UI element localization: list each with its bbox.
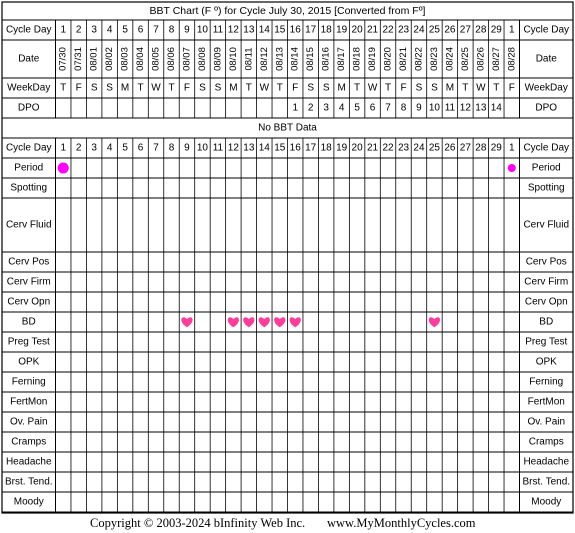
header-cycle-day-cell: 16 [289,24,301,36]
cycle-day-cell: 28 [475,142,487,154]
header-date-cell: 08/26 [475,47,487,71]
header-dpo-cell: 2 [307,102,314,114]
cycle-day-cell: 2 [75,142,82,154]
header-date-cell: 08/25 [459,47,471,71]
cycle-day-cell: 6 [137,142,144,154]
cycle-day-cell: 22 [382,142,394,154]
header-cycle-day-cell: 13 [243,24,255,36]
header-dpo-cell: 1 [292,102,299,114]
cycle-day-cell: 3 [91,142,97,154]
header-cycle-day-cell: 21 [367,24,379,36]
cycle-day-cell: 8 [168,142,175,154]
row-label-cerv-firm-right: Cerv Firm [524,276,569,288]
header-date-cell: 08/05 [150,47,162,71]
header-date-cell: 08/02 [104,47,116,71]
header-date-cell: 08/08 [196,47,208,71]
header-date-label-left: Date [18,53,40,65]
header-date-cell: 08/16 [320,47,332,71]
header-cycle-day-cell: 4 [106,24,113,36]
row-label-cerv-fluid-left: Cerv Fluid [5,219,52,231]
header-date-cell: 08/24 [444,47,456,71]
header-cycle-day-cell: 24 [413,24,425,36]
cycle-day-cell: 13 [243,142,255,154]
header-cycle-day-cell: 25 [428,24,440,36]
cycle-day-cell: 11 [212,142,224,154]
header-date-cell: 08/12 [258,47,270,71]
row-label-cramps-left: Cramps [11,436,47,448]
header-dpo-cell: 8 [400,102,407,114]
header-date-cell: 08/23 [428,47,440,71]
cycle-day-cell: 27 [459,142,471,154]
header-weekday-cell: S [307,82,315,94]
header-weekday-cell: S [106,82,113,94]
header-weekday-cell: W [476,82,486,94]
row-label-ferning-left: Ferning [11,376,46,388]
row-label-preg-test-left: Preg Test [7,336,50,348]
row-label-cerv-firm-left: Cerv Firm [6,276,51,288]
cycle-day-cell: 1 [60,142,67,154]
header-weekday-cell: S [214,82,222,94]
cycle-day-cell: 7 [153,142,159,154]
header-weekday-cell: S [90,82,98,94]
header-date-cell: 07/31 [73,47,85,71]
cycle-day-cell: 17 [305,142,317,154]
header-weekday-cell: F [400,82,407,94]
row-label-opk-right: OPK [535,356,557,368]
cycle-day-cell: 25 [428,142,440,154]
header-date-cell: 08/17 [336,47,348,71]
header-dpo-label-right: DPO [535,102,558,114]
header-cycle-day-label-right: Cycle Day [523,24,570,36]
header-date-cell: 08/14 [289,47,301,71]
cycle-day-cell: 26 [444,142,456,154]
header-weekday-cell: F [183,82,191,94]
header-cycle-day-cell: 1 [60,24,67,36]
header-dpo-cell: 6 [369,102,376,114]
row-label-headache-right: Headache [523,456,570,468]
period-dot [58,163,69,174]
cycle-day-cell: 4 [106,142,113,154]
header-cycle-day-cell: 19 [336,24,348,36]
row-label-bd-right: BD [539,316,554,328]
header-weekday-cell: F [508,82,515,94]
row-label-moody-right: Moody [531,496,562,508]
cycle-day-cell: 12 [227,142,239,154]
header-date-cell: 08/27 [490,47,502,71]
header-cycle-day-cell: 27 [459,24,471,36]
row-label-cerv-pos-left: Cerv Pos [8,256,50,268]
header-date-cell: 08/22 [413,47,425,71]
row-label-spotting-left: Spotting [10,182,48,194]
cycle-day-cell: 1 [508,142,515,154]
footer-site[interactable]: www.MyMonthlyCycles.com [327,516,476,530]
row-label-spotting-right: Spotting [527,182,565,194]
row-label-cramps-right: Cramps [528,436,564,448]
header-cycle-day-label-left: Cycle Day [5,24,52,36]
row-label-fertmon-left: FertMon [10,396,48,408]
header-weekday-cell: M [337,82,346,94]
header-weekday-cell: T [493,82,500,94]
header-dpo-cell: 9 [416,102,422,114]
header-date-label-right: Date [535,53,557,65]
footer-copyright: Copyright © 2003-2024 bInfinity Web Inc. [90,516,306,530]
header-cycle-day-cell: 5 [122,24,128,36]
header-weekday-cell: T [245,82,252,94]
header-weekday-cell: T [137,82,144,94]
header-date-cell: 08/04 [135,47,147,71]
row-label-bd-left: BD [21,316,36,328]
header-cycle-day-cell: 6 [137,24,144,36]
header-dpo-cell: 5 [354,102,360,114]
row-label-cycle-day-right: Cycle Day [523,142,570,154]
header-cycle-day-cell: 1 [508,24,515,36]
row-label-period-right: Period [531,162,561,174]
header-cycle-day-cell: 18 [320,24,332,36]
header-weekday-cell: S [322,82,330,94]
header-date-cell: 08/15 [305,47,317,71]
chart-title: BBT Chart (F º) for Cycle July 30, 2015 [Converted from Fº] [149,5,426,17]
cycle-day-cell: 29 [490,142,502,154]
header-date-cell: 08/07 [181,47,193,71]
header-cycle-day-cell: 28 [475,24,487,36]
header-cycle-day-cell: 20 [351,24,363,36]
row-label-ov-pain-left: Ov. Pain [9,416,48,428]
header-dpo-cell: 14 [490,102,502,114]
header-weekday-cell: T [354,82,361,94]
header-cycle-day-cell: 2 [75,24,82,36]
header-cycle-day-cell: 15 [274,24,286,36]
cycle-day-cell: 9 [184,142,190,154]
cycle-day-cell: 19 [336,142,348,154]
cycle-day-cell: 16 [289,142,301,154]
header-date-cell: 08/06 [166,47,177,71]
header-cycle-day-cell: 9 [184,24,190,36]
header-cycle-day-cell: 8 [168,24,175,36]
row-label-moody-left: Moody [13,496,44,508]
header-date-cell: 08/18 [351,47,363,71]
header-weekday-cell: T [462,82,469,94]
row-label-preg-test-right: Preg Test [525,336,568,348]
header-weekday-label-right: WeekDay [524,82,568,94]
cycle-day-cell: 14 [258,142,270,154]
header-weekday-cell: W [151,82,161,94]
header-dpo-label-left: DPO [17,102,40,114]
header-weekday-cell: F [292,82,299,94]
cycle-day-cell: 24 [413,142,425,154]
row-label-headache-left: Headache [5,456,52,468]
header-dpo-cell: 7 [385,102,391,114]
header-weekday-cell: M [229,82,238,94]
row-label-cerv-opn-right: Cerv Opn [524,296,568,308]
footer [0,514,575,533]
header-date-cell: 08/28 [506,47,518,71]
row-label-ov-pain-right: Ov. Pain [527,416,566,428]
row-label-brst-tend-left: Brst. Tend. [4,476,53,488]
row-label-cycle-day-left: Cycle Day [5,142,52,154]
header-cycle-day-cell: 3 [91,24,97,36]
header-weekday-cell: F [75,82,82,94]
header-date-cell: 08/01 [88,47,100,71]
header-weekday-cell: S [431,82,438,94]
row-label-cerv-fluid-right: Cerv Fluid [523,219,570,231]
header-cycle-day-cell: 23 [397,24,410,36]
header-weekday-cell: S [199,82,206,94]
header-date-cell: 07/30 [57,47,69,71]
cycle-day-cell: 15 [274,142,286,154]
header-weekday-cell: T [384,82,392,94]
header-weekday-label-left: WeekDay [7,82,51,94]
row-label-ferning-right: Ferning [529,376,564,388]
header-cycle-day-cell: 10 [196,24,208,36]
header-cycle-day-cell: 7 [153,24,159,36]
header-weekday-cell: T [60,82,67,94]
header-weekday-cell: T [168,82,175,94]
header-dpo-cell: 11 [444,102,456,114]
header-cycle-day-cell: 26 [444,24,456,36]
cycle-day-cell: 20 [351,142,363,154]
header-dpo-cell: 12 [459,102,471,114]
header-date-cell: 08/20 [382,47,394,71]
cycle-day-cell: 5 [122,142,128,154]
row-label-cerv-opn-left: Cerv Opn [7,296,51,308]
header-date-cell: 08/21 [398,47,409,71]
header-weekday-cell: M [445,82,455,94]
header-cycle-day-cell: 14 [258,24,270,36]
header-date-cell: 08/09 [212,47,224,71]
header-date-cell: 08/11 [243,47,255,71]
header-weekday-cell: M [120,82,130,94]
header-weekday-cell: W [367,82,378,94]
cycle-day-cell: 21 [367,142,379,154]
header-dpo-cell: 3 [323,102,329,114]
cycle-day-cell: 23 [397,142,410,154]
header-dpo-cell: 4 [338,102,345,114]
period-dot [508,164,516,172]
header-date-cell: 08/03 [119,47,131,71]
row-label-brst-tend-right: Brst. Tend. [522,476,571,488]
header-date-cell: 08/13 [274,47,286,71]
header-date-cell: 08/19 [367,47,379,71]
header-cycle-day-cell: 17 [305,24,317,36]
header-cycle-day-cell: 11 [212,24,224,36]
header-cycle-day-cell: 22 [382,24,394,36]
row-label-period-left: Period [14,162,44,174]
header-cycle-day-cell: 12 [227,24,239,36]
cycle-day-cell: 18 [320,142,332,154]
no-bbt-data-text: No BBT Data [258,122,317,134]
cycle-day-cell: 10 [196,142,208,154]
row-label-cerv-pos-right: Cerv Pos [525,256,567,268]
row-label-fertmon-right: FertMon [527,396,565,408]
header-cycle-day-cell: 29 [490,24,502,36]
header-weekday-cell: W [259,82,270,94]
header-date-cell: 08/10 [227,47,239,71]
header-weekday-cell: T [276,82,283,94]
header-dpo-cell: 13 [475,102,487,114]
header-dpo-cell: 10 [428,102,440,114]
header-weekday-cell: S [415,82,423,94]
row-label-opk-left: OPK [18,356,40,368]
